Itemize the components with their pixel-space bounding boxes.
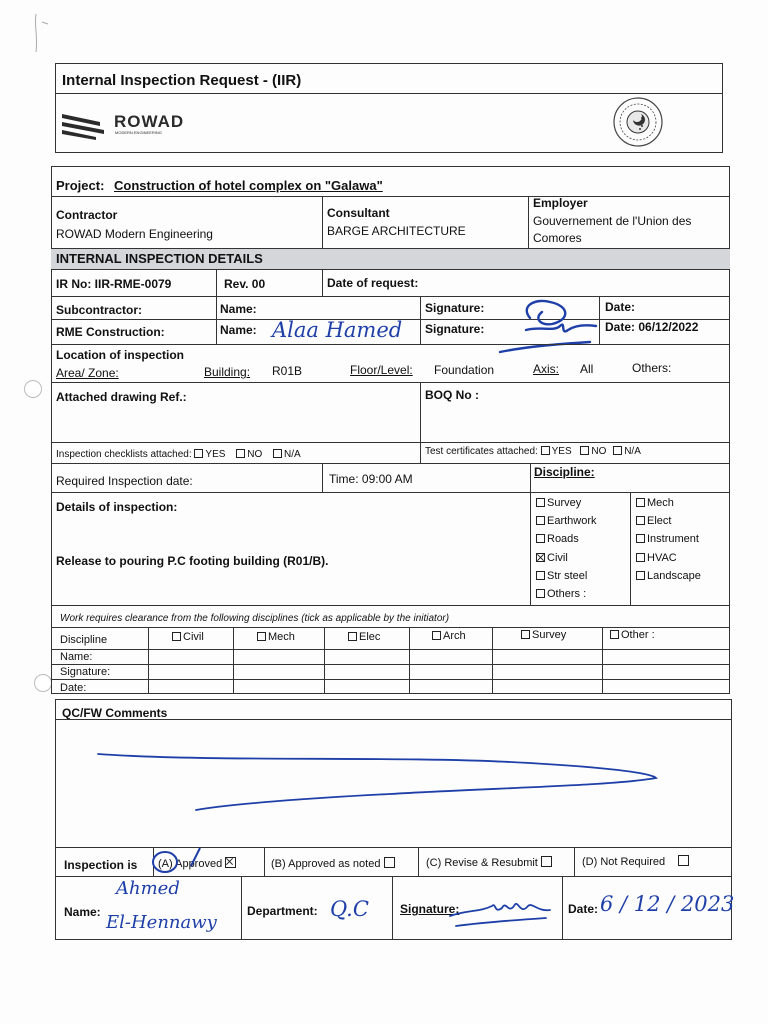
qc-name-label: Name: xyxy=(64,905,101,919)
details-text: Release to pouring P.C footing building (R01/B). xyxy=(56,554,329,568)
rowad-logo xyxy=(60,108,220,144)
option-c-checkbox[interactable] xyxy=(541,856,552,867)
clearance-col-mech[interactable]: Mech xyxy=(257,630,295,644)
qc-signature-scribble xyxy=(446,890,556,930)
discipline-civil[interactable]: Civil xyxy=(536,551,568,565)
option-d-checkbox[interactable] xyxy=(678,855,689,866)
rme-date: Date: 06/12/2022 xyxy=(605,320,699,334)
binder-hole-top xyxy=(24,380,42,398)
sub-signature-label: Signature: xyxy=(425,301,485,315)
clearance-col-arch[interactable]: Arch xyxy=(432,629,466,643)
details-title: Details of inspection: xyxy=(56,500,178,514)
test-certs-label: Test certificates attached: xyxy=(425,446,538,457)
option-a[interactable]: (A) Approved xyxy=(158,857,238,871)
rme-signature-label: Signature: xyxy=(425,322,485,336)
sub-name-label: Name: xyxy=(220,302,257,316)
consultant-label: Consultant xyxy=(327,206,390,220)
contractor-value: ROWAD Modern Engineering xyxy=(56,227,213,241)
checklists-label: Inspection checklists attached: xyxy=(56,449,192,460)
qc-date-hand: 6 / 12 / 2023 xyxy=(600,892,735,916)
test-certs-no-label: NO xyxy=(591,446,607,457)
project-label: Project: xyxy=(56,178,105,193)
rowad-logo-mark-icon xyxy=(60,108,112,144)
option-a-checkbox[interactable] xyxy=(225,857,236,868)
option-a-circle-mark xyxy=(148,838,208,878)
qc-signature-label: Signature: xyxy=(400,902,460,916)
discipline-title: Discipline: xyxy=(534,465,595,479)
rme-name-label: Name: xyxy=(220,323,257,337)
area-zone-label: Area/ Zone: xyxy=(56,366,119,380)
option-d[interactable]: (D) Not Required xyxy=(582,855,691,869)
clearance-col-other[interactable]: Other : xyxy=(610,628,655,642)
clearance-col-survey[interactable]: Survey xyxy=(521,628,566,642)
discipline-civil-checkbox[interactable] xyxy=(536,553,545,562)
logo-name: ROWAD xyxy=(114,112,185,131)
floor-value: Foundation xyxy=(434,363,495,377)
clearance-civil-checkbox[interactable] xyxy=(172,632,181,641)
option-b-checkbox[interactable] xyxy=(384,857,395,868)
discipline-earthwork-checkbox[interactable] xyxy=(536,516,545,525)
date-of-request-label: Date of request: xyxy=(327,276,419,290)
discipline-roads-checkbox[interactable] xyxy=(536,534,545,543)
qc-comment-strike-lines xyxy=(90,742,710,822)
required-date-label: Required Inspection date: xyxy=(56,474,193,488)
clearance-row-discipline: Discipline xyxy=(60,634,108,646)
checklist-na-checkbox[interactable] xyxy=(273,449,282,458)
discipline-str-steel[interactable]: Str steel xyxy=(536,569,587,583)
comoros-emblem-icon xyxy=(612,96,664,148)
rme-name-handwriting: Alaa Hamed xyxy=(272,318,403,342)
clearance-arch-checkbox[interactable] xyxy=(432,631,441,640)
discipline-instrument-checkbox[interactable] xyxy=(636,534,645,543)
discipline-elect-checkbox[interactable] xyxy=(636,516,645,525)
rme-signature-scribble xyxy=(490,296,610,356)
discipline-str-steel-checkbox[interactable] xyxy=(536,571,545,580)
test-certs-no-checkbox[interactable] xyxy=(580,446,589,455)
discipline-roads[interactable]: Roads xyxy=(536,532,579,546)
qc-department-hand: Q.C xyxy=(330,897,369,921)
revision: Rev. 00 xyxy=(224,277,266,291)
discipline-others-checkbox[interactable] xyxy=(536,589,545,598)
clearance-row-name: Name: xyxy=(60,651,93,663)
sub-date-label: Date: xyxy=(605,300,636,314)
clearance-row-date: Date: xyxy=(60,682,87,694)
qc-name-hand-2: El-Hennawy xyxy=(106,912,217,933)
discipline-survey[interactable]: Survey xyxy=(536,496,581,510)
option-b[interactable]: (B) Approved as noted xyxy=(271,857,397,871)
employer-value-2: Comores xyxy=(533,231,582,245)
location-title: Location of inspection xyxy=(56,348,184,362)
qc-department-label: Department: xyxy=(247,904,318,918)
clearance-other-checkbox[interactable] xyxy=(610,630,619,639)
discipline-landscape-checkbox[interactable] xyxy=(636,571,645,580)
clearance-title: Work requires clearance from the following disciplines (tick as applicable by the initiator) xyxy=(60,613,450,624)
checklist-no-label: NO xyxy=(247,449,263,460)
boq-label: BOQ No : xyxy=(425,388,479,402)
logo-sub: MODERN ENGINEERING xyxy=(115,130,162,135)
qc-date-label: Date: xyxy=(568,902,599,916)
test-certs-row xyxy=(425,445,641,459)
section-title: INTERNAL INSPECTION DETAILS xyxy=(56,251,263,266)
option-c[interactable]: (C) Revise & Resubmit xyxy=(426,856,554,870)
checklist-yes-label: YES xyxy=(205,449,226,460)
contractor-label: Contractor xyxy=(56,208,118,222)
ir-number: IR No: IIR-RME-0079 xyxy=(56,277,172,291)
discipline-elect[interactable]: Elect xyxy=(636,514,671,528)
attached-drawing-label: Attached drawing Ref.: xyxy=(56,390,187,404)
clearance-row-signature: Signature: xyxy=(60,666,111,678)
clearance-col-civil[interactable]: Civil xyxy=(172,630,204,644)
building-value: R01B xyxy=(272,364,303,378)
discipline-earthwork[interactable]: Earthwork xyxy=(536,514,597,528)
discipline-hvac[interactable]: HVAC xyxy=(636,551,677,565)
discipline-others[interactable]: Others : xyxy=(536,587,586,601)
employer-value-1: Gouvernement de l'Union des xyxy=(533,214,692,228)
inspection-time: Time: 09:00 AM xyxy=(329,472,413,486)
clearance-elec-checkbox[interactable] xyxy=(348,632,357,641)
checklist-na-label: N/A xyxy=(284,449,301,460)
checklists-row xyxy=(56,448,301,462)
discipline-mech-checkbox[interactable] xyxy=(636,498,645,507)
discipline-survey-checkbox[interactable] xyxy=(536,498,545,507)
rme-construction-label: RME Construction: xyxy=(56,325,165,339)
consultant-value: BARGE ARCHITECTURE xyxy=(327,224,466,238)
axis-value: All xyxy=(580,362,594,376)
qc-name-hand-1: Ahmed xyxy=(116,878,180,899)
clearance-survey-checkbox[interactable] xyxy=(521,630,530,639)
test-certs-yes-label: YES xyxy=(551,446,572,457)
project-value: Construction of hotel complex on "Galawa" xyxy=(114,178,383,193)
test-certs-na-checkbox[interactable] xyxy=(613,446,622,455)
subcontractor-label: Subcontractor: xyxy=(56,303,143,317)
employer-label: Employer xyxy=(533,196,588,210)
axis-label: Axis: xyxy=(533,362,560,376)
discipline-landscape[interactable]: Landscape xyxy=(636,569,701,583)
binder-hole-bottom xyxy=(34,674,52,692)
checklist-yes-checkbox[interactable] xyxy=(194,449,203,458)
building-label: Building: xyxy=(204,365,251,379)
others-label: Others: xyxy=(632,361,672,375)
form-title: Internal Inspection Request - (IIR) xyxy=(62,72,302,89)
clearance-col-elec[interactable]: Elec xyxy=(348,630,380,644)
discipline-instrument[interactable]: Instrument xyxy=(636,532,699,546)
floor-label: Floor/Level: xyxy=(350,363,413,377)
discipline-hvac-checkbox[interactable] xyxy=(636,553,645,562)
corner-pencil-mark xyxy=(28,12,68,62)
qc-title: QC/FW Comments xyxy=(62,706,168,720)
clearance-mech-checkbox[interactable] xyxy=(257,632,266,641)
test-certs-na-label: N/A xyxy=(624,446,641,457)
inspection-is-label: Inspection is xyxy=(64,858,138,872)
test-certs-yes-checkbox[interactable] xyxy=(541,446,550,455)
discipline-mech[interactable]: Mech xyxy=(636,496,674,510)
checklist-no-checkbox[interactable] xyxy=(236,449,245,458)
